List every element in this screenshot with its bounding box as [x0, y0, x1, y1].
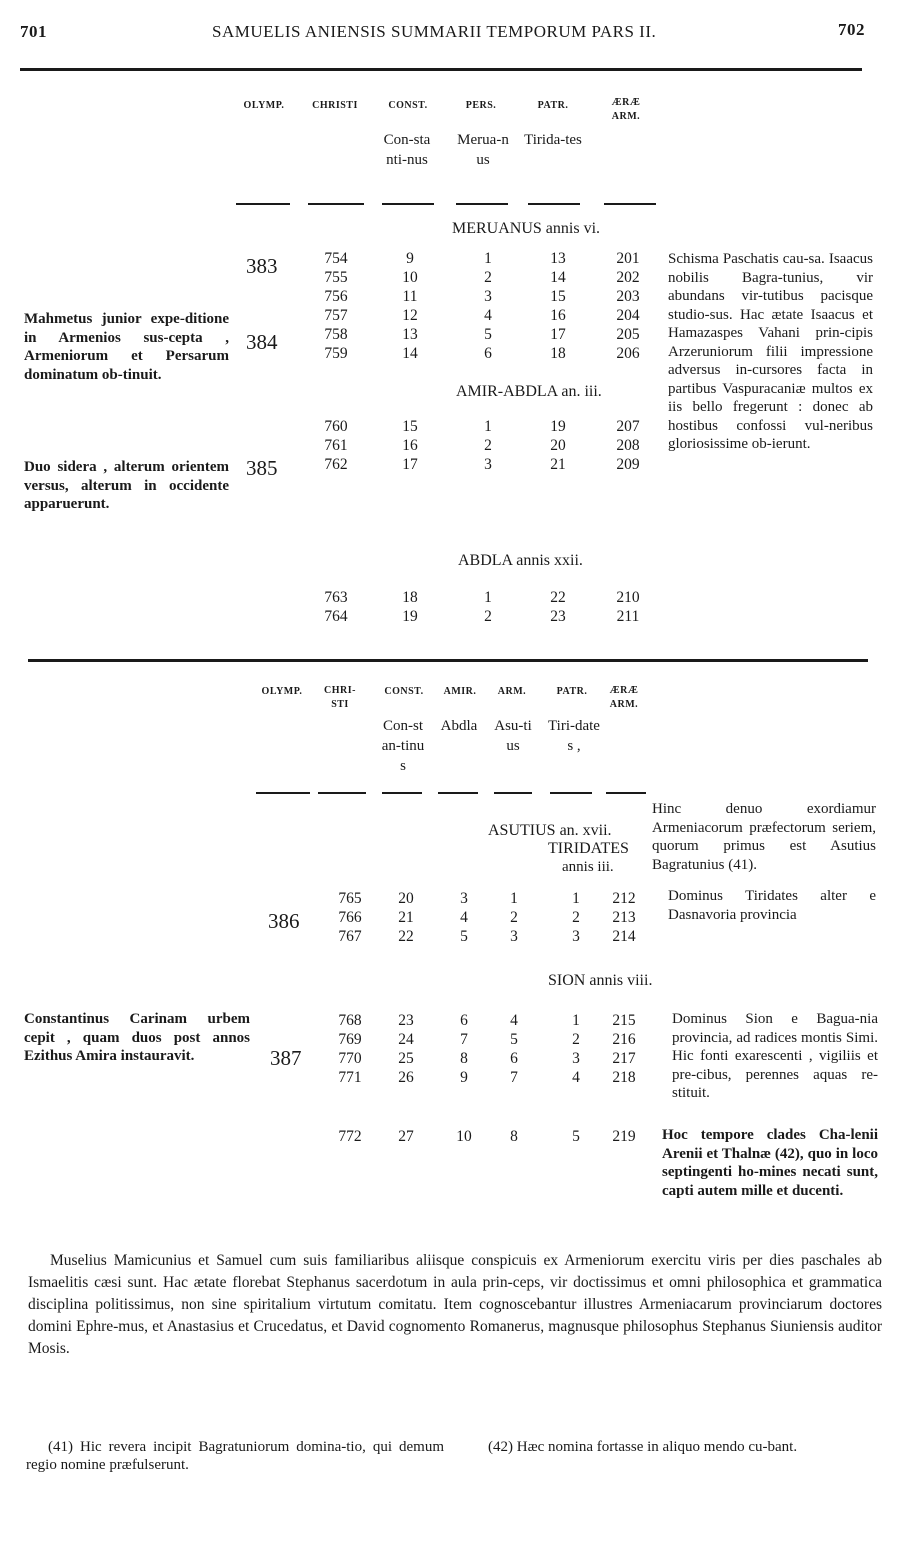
t1-cell: 755 [324, 269, 348, 286]
t2-cell: 212 [612, 890, 636, 907]
t1-cell: 10 [402, 269, 418, 286]
t1-cell: 759 [324, 345, 348, 362]
t2-dash [494, 792, 532, 794]
t1-cell: 14 [402, 345, 418, 362]
t1-cell: 763 [324, 589, 348, 606]
t2-cell: 219 [612, 1128, 636, 1145]
t1-cell: 18 [550, 345, 566, 362]
t1-cell: 758 [324, 326, 348, 343]
t1-colname-meruanus: Merua-nus [457, 132, 509, 168]
t2-cell: 10 [456, 1128, 472, 1145]
t2-cell: 6 [510, 1050, 518, 1067]
t2-cell: 218 [612, 1069, 636, 1086]
t2-dash [382, 792, 422, 794]
olympiad-386: 386 [268, 909, 300, 933]
t1-cell: 764 [324, 608, 348, 625]
t2-cell: 26 [398, 1069, 414, 1086]
olympiad-385: 385 [246, 456, 278, 480]
t1-cell: 206 [616, 345, 640, 362]
t2-cell: 27 [398, 1128, 414, 1145]
t1-cell: 762 [324, 456, 348, 473]
t2-cell: 5 [460, 928, 468, 945]
t2-head-const: CONST. [384, 686, 424, 697]
t2-cell: 8 [460, 1050, 468, 1067]
note-dominus-sion: Dominus Sion e Bagua-nia provincia, ad radices montis Simi. Hic fonti exarescenti , vigiliis et pre-cibus, perennes aquas re-stituit. [672, 1011, 878, 1101]
t2-cell: 6 [460, 1012, 468, 1029]
reign-sion: SION annis viii. [548, 972, 653, 989]
reign-amir-abdla: AMIR-ABDLA an. iii. [456, 383, 602, 400]
t2-cell: 1 [572, 890, 580, 907]
t2-cell: 769 [338, 1031, 362, 1048]
t1-colname-tiridates: Tirida-tes [524, 132, 582, 148]
t1-cell: 14 [550, 269, 566, 286]
t1-head-const: CONST. [388, 100, 428, 111]
t2-head-amir: AMIR. [443, 686, 477, 697]
t2-dash [606, 792, 646, 794]
t2-cell: 20 [398, 890, 414, 907]
t1-cell: 11 [402, 288, 418, 305]
t1-dash [528, 203, 580, 205]
t1-cell: 19 [550, 418, 566, 435]
t1-cell: 17 [550, 326, 566, 343]
t2-cell: 766 [338, 909, 362, 926]
t1-cell: 3 [484, 288, 492, 305]
t1-cell: 210 [616, 589, 640, 606]
t2-cell: 22 [398, 928, 414, 945]
t1-dash [604, 203, 656, 205]
t2-cell: 2 [572, 909, 580, 926]
t1-cell: 12 [402, 307, 418, 324]
t2-head-olymp: OLYMP. [261, 686, 303, 697]
t2-cell: 24 [398, 1031, 414, 1048]
t2-cell: 768 [338, 1012, 362, 1029]
t1-cell: 5 [484, 326, 492, 343]
t2-cell: 770 [338, 1050, 362, 1067]
note-mahmetus: Mahmetus junior expe-ditione in Armenios sus-cepta , Armeniorum et Persarum dominatum ob-tinuit. [24, 311, 229, 383]
t2-cell: 4 [510, 1012, 518, 1029]
reign-meruanus: MERUANUS annis vi. [452, 220, 601, 237]
olympiad-384: 384 [246, 330, 278, 354]
t2-colname-asutius: Asu-tius [494, 718, 532, 754]
t2-cell: 25 [398, 1050, 414, 1067]
t2-cell: 4 [460, 909, 468, 926]
t1-cell: 203 [616, 288, 640, 305]
note-hinc-denuo: Hinc denuo exordiamur Armeniacorum præfectorum seriem, quorum primus est Asutius Bagratunius (41). [652, 801, 876, 873]
t2-colname-tiridates: Tiri-dates , [548, 718, 600, 754]
t1-cell: 21 [550, 456, 566, 473]
note-schisma: Schisma Paschatis cau-sa. Isaacus nobilis Bagra-tunius, vir abundans vir-tutibus pacisque studio-sus. Hac ætate Isaacus et Hamazaspes Vahani prin-cipis Arzeruniorum filii impressione adversus in-cursores facta in partibus Vaspuracaniæ multos ex iis bello fregerunt : donec ab hostibus confossi vul-neribus gloriosissime ob-ierunt. [668, 251, 873, 452]
t2-cell: 3 [572, 1050, 580, 1067]
t1-cell: 757 [324, 307, 348, 324]
note-dominus-tiridates: Dominus Tiridates alter e Dasnavoria provincia [668, 888, 876, 923]
t1-cell: 23 [550, 608, 566, 625]
t1-cell: 17 [402, 456, 418, 473]
t1-cell: 207 [616, 418, 640, 435]
t2-colname-abdla: Abdla [440, 718, 478, 734]
footnote-41: (41) Hic revera incipit Bagratuniorum domina-tio, qui demum regio nomine præfulserunt. [26, 1439, 444, 1473]
t2-cell: 3 [572, 928, 580, 945]
t1-cell: 211 [616, 608, 640, 625]
t1-cell: 1 [484, 250, 492, 267]
footnote-42: (42) Hæc nomina fortasse in aliquo mendo cu-bant. [488, 1439, 798, 1455]
t1-dash [456, 203, 508, 205]
t2-dash [550, 792, 592, 794]
t1-dash [382, 203, 434, 205]
t2-cell: 1 [572, 1012, 580, 1029]
reign-tiridates: TIRIDATES [548, 840, 629, 857]
t2-cell: 4 [572, 1069, 580, 1086]
t2-dash [438, 792, 478, 794]
t1-cell: 1 [484, 418, 492, 435]
t1-cell: 9 [406, 250, 414, 267]
t1-cell: 202 [616, 269, 640, 286]
t1-cell: 2 [484, 269, 492, 286]
t2-cell: 213 [612, 909, 636, 926]
t1-cell: 201 [616, 250, 640, 267]
t2-cell: 3 [460, 890, 468, 907]
t1-cell: 754 [324, 250, 348, 267]
t2-cell: 8 [510, 1128, 518, 1145]
t1-cell: 13 [402, 326, 418, 343]
t2-cell: 21 [398, 909, 414, 926]
t1-cell: 15 [402, 418, 418, 435]
t2-cell: 7 [460, 1031, 468, 1048]
t1-dash [236, 203, 290, 205]
t1-head-olymp: OLYMP. [243, 100, 285, 111]
reign-tiridates-years: annis iii. [562, 859, 614, 875]
section-rule [28, 659, 868, 662]
t2-cell: 214 [612, 928, 636, 945]
t2-cell: 767 [338, 928, 362, 945]
t2-head-aerae: ÆRÆ ARM. [609, 685, 639, 710]
t2-head-arm: ARM. [497, 686, 527, 697]
t1-dash [308, 203, 364, 205]
t2-cell: 216 [612, 1031, 636, 1048]
t1-cell: 16 [402, 437, 418, 454]
t2-cell: 2 [510, 909, 518, 926]
t1-cell: 2 [484, 437, 492, 454]
t2-head-christi: CHRI-STI [324, 685, 356, 710]
t2-cell: 217 [612, 1050, 636, 1067]
page-number-right: 702 [838, 20, 865, 39]
t1-cell: 19 [402, 608, 418, 625]
t2-cell: 7 [510, 1069, 518, 1086]
t2-cell: 772 [338, 1128, 362, 1145]
t1-cell: 205 [616, 326, 640, 343]
t2-cell: 5 [572, 1128, 580, 1145]
t1-cell: 204 [616, 307, 640, 324]
t2-colname-constantinus: Con-stan-tinus [381, 718, 425, 774]
t1-cell: 4 [484, 307, 492, 324]
note-constantinus: Constantinus Carinam urbem cepit , quam duos post annos Ezithus Amira instauravit. [24, 1011, 250, 1064]
t1-head-pers: PERS. [465, 100, 497, 111]
t1-cell: 2 [484, 608, 492, 625]
reign-abdla: ABDLA annis xxii. [458, 552, 583, 569]
page-number-left: 701 [20, 22, 47, 41]
t1-cell: 208 [616, 437, 640, 454]
note-hoc-tempore: Hoc tempore clades Cha-lenii Arenii et Thalnæ (42), quo in loco septingenti ho-mines necati sunt, capti autem mille et ducenti. [662, 1127, 878, 1199]
t1-head-patr: PATR. [537, 100, 569, 111]
t1-cell: 16 [550, 307, 566, 324]
t1-cell: 20 [550, 437, 566, 454]
t2-cell: 765 [338, 890, 362, 907]
header-rule [20, 68, 862, 71]
olympiad-387: 387 [270, 1046, 302, 1070]
t1-cell: 13 [550, 250, 566, 267]
body-paragraph: Muselius Mamicunius et Samuel cum suis familiaribus aliisque conspicuis ex Armeniorum exercitu viris per dies paschales ab Ismaelitis cæsi sunt. Hac ætate florebat Stephanus sacerdotum in aula prin-ceps, vir doctissimus et omni philosophica et grammatica disciplina politissimus, non sine spiritalium virtutum comitatu. Item cognoscebantur illustres Armeniacarum provinciarum doctores domini Ephre-mus, et Anastasius et Crucedatus, et David cognomento Romanerus, magnusque philosophus Stephanus Siuniensis auditor Mosis. [28, 1252, 882, 1357]
t1-cell: 15 [550, 288, 566, 305]
t1-cell: 756 [324, 288, 348, 305]
t2-dash [256, 792, 310, 794]
t2-cell: 215 [612, 1012, 636, 1029]
t1-cell: 1 [484, 589, 492, 606]
t1-cell: 760 [324, 418, 348, 435]
t1-cell: 22 [550, 589, 566, 606]
t2-cell: 3 [510, 928, 518, 945]
t1-cell: 209 [616, 456, 640, 473]
t2-cell: 771 [338, 1069, 362, 1086]
running-title: SAMUELIS ANIENSIS SUMMARII TEMPORUM PARS II. [212, 22, 657, 41]
t1-head-aerae: ÆRÆ ARM. [611, 97, 641, 122]
t2-cell: 2 [572, 1031, 580, 1048]
t2-cell: 1 [510, 890, 518, 907]
t2-cell: 23 [398, 1012, 414, 1029]
t1-cell: 6 [484, 345, 492, 362]
t1-colname-constantinus: Con-stanti-nus [383, 132, 431, 168]
reign-asutius: ASUTIUS an. xvii. [488, 822, 612, 839]
t2-dash [318, 792, 366, 794]
t1-cell: 761 [324, 437, 348, 454]
olympiad-383: 383 [246, 254, 278, 278]
t2-cell: 9 [460, 1069, 468, 1086]
note-duo-sidera: Duo sidera , alterum orientem versus, alterum in occidente apparuerunt. [24, 459, 229, 512]
t2-cell: 5 [510, 1031, 518, 1048]
t1-cell: 18 [402, 589, 418, 606]
t1-cell: 3 [484, 456, 492, 473]
t2-head-patr: PATR. [556, 686, 588, 697]
t1-head-christi: CHRISTI [312, 100, 358, 111]
